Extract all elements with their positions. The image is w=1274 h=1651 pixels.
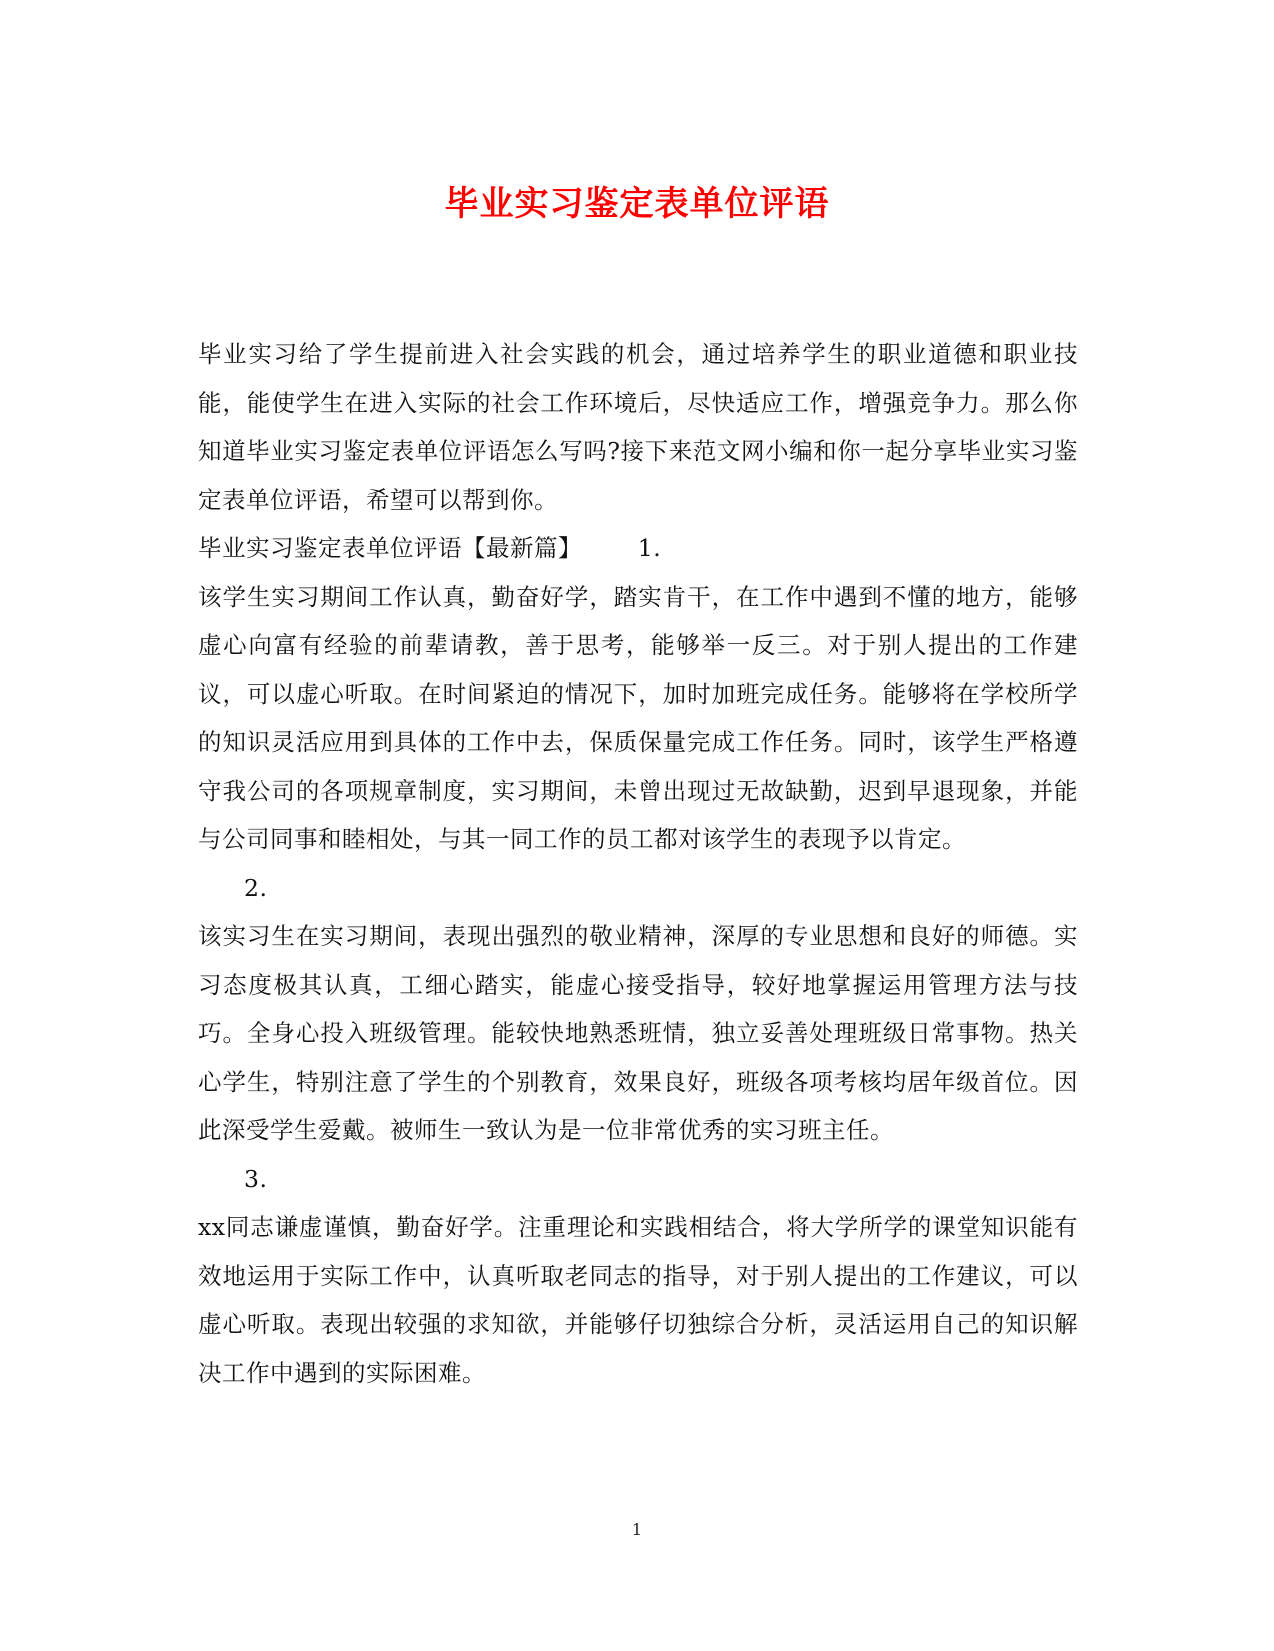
- item-number-1: 1.: [637, 534, 662, 562]
- item-number-3: 3.: [244, 1164, 268, 1193]
- page-number: 1: [631, 1520, 643, 1539]
- item-text-3: xx同志谦虚谨慎，勤奋好学。注重理论和实践相结合，将大学所学的课堂知识能有效地运用于实际工作中，认真听取老同志的指导，对于别人提出的工作建议，可以虚心听取。表现出较强的求知欲，并能够仔切独综合分析，灵活运用自己的知识解决工作中遇到的实际困难。: [198, 1213, 1078, 1387]
- section-heading-line: [198, 524, 1078, 573]
- intro-paragraph: 毕业实习给了学生提前进入社会实践的机会，通过培养学生的职业道德和职业技能，能使学生在进入实际的社会工作环境后，尽快适应工作，增强竞争力。那么你知道毕业实习鉴定表单位评语怎么写吗?接下来范文网小编和你一起分享毕业实习鉴定表单位评语，希望可以帮到你。: [198, 340, 1078, 514]
- item-text-2: 该实习生在实习期间，表现出强烈的敬业精神，深厚的专业思想和良好的师德。实习态度极其认真，工细心踏实，能虚心接受指导，较好地掌握运用管理方法与技巧。全身心投入班级管理。能较快地熟悉班情，独立妥善处理班级日常事物。热关心学生，特别注意了学生的个别教育，效果良好，班级各项考核均居年级首位。因此深受学生爱戴。被师生一致认为是一位非常优秀的实习班主任。: [198, 922, 1078, 1144]
- item-text-1: 该学生实习期间工作认真，勤奋好学，踏实肯干，在工作中遇到不懂的地方，能够虚心向富有经验的前辈请教，善于思考，能够举一反三。对于别人提出的工作建议，可以虚心听取。在时间紧迫的情况下，加时加班完成任务。能够将在学校所学的知识灵活应用到具体的工作中去，保质保量完成工作任务。同时，该学生严格遵守我公司的各项规章制度，实习期间，未曾出现过无故缺勤，迟到早退现象，并能与公司同事和睦相处，与其一同工作的员工都对该学生的表现予以肯定。: [198, 582, 1078, 853]
- section-heading: 毕业实习鉴定表单位评语【最新篇】: [198, 534, 582, 562]
- item-number-2: 2.: [244, 873, 268, 902]
- document-title: 毕业实习鉴定表单位评语: [444, 184, 830, 224]
- document-body: [198, 330, 1078, 1397]
